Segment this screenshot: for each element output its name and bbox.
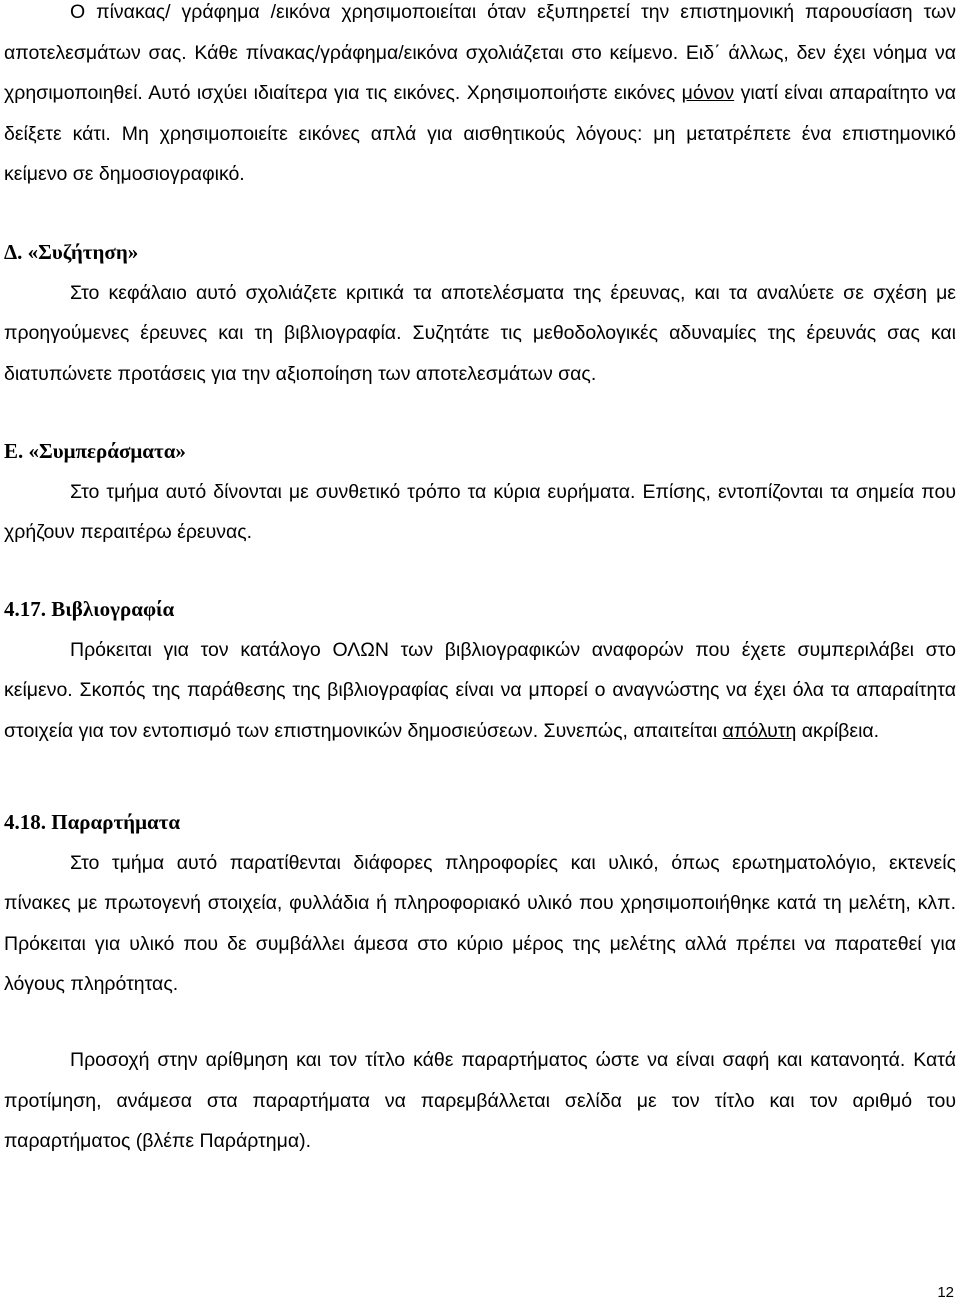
section-appendices <box>0 802 960 1005</box>
paragraph-text <box>0 0 960 195</box>
heading-discussion: Δ. «Συζήτηση» <box>4 240 139 264</box>
paragraph-conclusions: Στο τμήμα αυτό δίνονται με συνθετικό τρόπο τα κύρια ευρήματα. Επίσης, εντοπίζονται τα σημεία που χρήζουν περαιτέρω έρευνας. <box>4 480 956 543</box>
paragraph-discussion: Στο κεφάλαιο αυτό σχολιάζετε κριτικά τα αποτελέσματα της έρευνας, και τα αναλύετε σε σχέση με προηγούμενες έρευνες και τη βιβλιογραφία. Συζητάτε τις μεθοδολογικές αδυναμίες της έρευνάς σας και διατυπώνετε προτάσεις για την αξιοποίηση των αποτελεσμάτων σας. <box>4 281 956 385</box>
paragraph-appendices-2: Προσοχή στην αρίθμηση και τον τίτλο κάθε παραρτήματος ώστε να είναι σαφή και κατανοητά. Κατά προτίμηση, ανάμεσα στα παραρτήματα να παρεμβάλλεται σελίδα με τον τίτλο και τον αριθμό του παραρτήματος (βλέπε Παράρτημα). <box>4 1049 956 1152</box>
section-appendices-note <box>0 1040 960 1162</box>
section-bibliography <box>0 589 960 751</box>
page-number: 12 <box>937 1284 954 1301</box>
section-conclusions <box>0 431 960 553</box>
paragraph-appendices-1: Στο τμήμα αυτό παρατίθενται διάφορες πληροφορίες και υλικό, όπως ερωτηματολόγιο, εκτενείς πίνακες με πρωτογενή στοιχεία, φυλλάδια ή πληροφοριακό υλικό που χρησιμοποιήθηκε κατά τη μελέτη, κλπ. Πρόκειται για υλικό που δε συμβάλλει άμεσα στο κύριο μέρος της μελέτης αλλά πρέπει να παρατεθεί για λόγους πληρότητας. <box>4 851 956 995</box>
text-run: γιατί είναι απαραίτητο να δείξετε κάτι. Μη χρησιμοποιείτε εικόνες απλά για αισθητικούς λόγους: μη μετατρέπετε ένα επιστημονικό κείμενο σε δημοσιογραφικό. <box>4 82 956 185</box>
heading-bibliography: 4.17. Βιβλιογραφία <box>4 597 175 621</box>
text-run: Πρόκειται για τον κατάλογο ΟΛΩΝ των βιβλιογραφικών αναφορών που έχετε συμπεριλάβει στο κείμενο. Σκοπός της παράθεσης της βιβλιογραφίας είναι να μπορεί ο αναγνώστης να έχει όλα τα απαραίτητα στοιχεία για τον εντοπισμό των επιστημονικών δημοσιεύσεων. Συνεπώς, απαιτείται <box>4 638 956 742</box>
text-run: ακρίβεια. <box>796 719 880 742</box>
section-discussion <box>0 232 960 394</box>
paragraph-figures-usage <box>0 0 960 195</box>
heading-appendices: 4.18. Παραρτήματα <box>4 810 181 834</box>
underlined-text: απόλυτη <box>722 719 797 742</box>
heading-conclusions: Ε. «Συμπεράσματα» <box>4 439 186 463</box>
underlined-text: μόνον <box>681 82 735 104</box>
text-run: Ο πίνακας/ γράφημα /εικόνα χρησιμοποιείται όταν εξυπηρετεί την επιστημονική παρουσίαση των αποτελεσμάτων σας. Κάθε πίνακας/γράφημα/εικόνα σχολιάζεται στο κείμενο. Ειδ΄ άλλως, δεν έχει νόημα να χρησιμοποιηθεί. Αυτό ισχύει ιδιαίτερα για τις εικόνες. Χρησιμοποιήστε εικόνες <box>4 1 956 104</box>
paragraph-bibliography <box>0 630 960 752</box>
